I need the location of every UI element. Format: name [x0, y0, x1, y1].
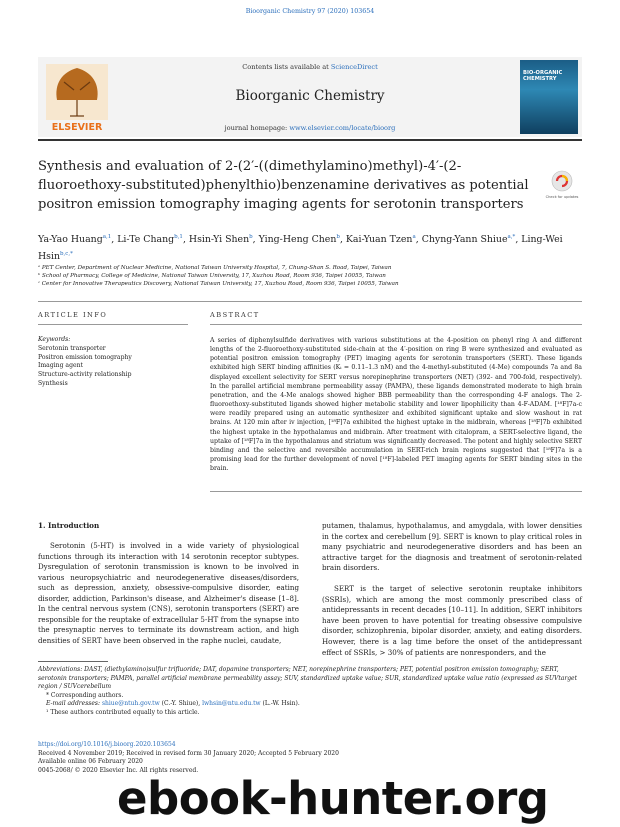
body-column-right	[322, 521, 582, 658]
footnotes	[38, 666, 582, 718]
affiliations	[38, 264, 598, 288]
footnote-rule	[38, 661, 108, 662]
watermark: ebook-hunter.org	[117, 772, 549, 825]
sciencedirect-link[interactable]: ScienceDirect	[330, 63, 378, 71]
contents-line: Contents lists available at ScienceDirect	[242, 63, 378, 71]
author-name: Hsin-Yi Shen	[188, 234, 250, 246]
abstract-heading: ABSTRACT	[210, 311, 260, 319]
copyright: 0045-2068/ © 2020 Elsevier Inc. All rights reserved.	[38, 766, 199, 774]
author-list: Ya-Yao Huang$^{a,1}$, Li-Te Chang$^{b,1}$, Hsin-Yi Shen$^b$, Ying-Heng Chen$^b$, Kai-Yuan Tzen$^a$, Chyng-Yann Shiue$^{a,*}$, Ling-Wei Hsin$^{b,c,*}$	[38, 234, 563, 263]
author-affiliation-mark[interactable]: a	[412, 234, 416, 240]
journal-homepage-link[interactable]: www.elsevier.com/locate/bioorg	[289, 124, 396, 132]
keyword-item: Imaging agent	[38, 362, 83, 370]
article-info-heading: ARTICLE INFO	[38, 311, 108, 319]
author-name: Ying-Heng Chen	[258, 234, 337, 246]
section-divider	[38, 301, 582, 302]
doi-link[interactable]: https://doi.org/10.1016/j.bioorg.2020.103654	[38, 741, 176, 748]
header-rule	[38, 139, 582, 141]
intro-paragraph-1: Serotonin (5-HT) is involved in a wide variety of physiological functions through its interaction with 14 serotonin receptor subtypes. Dysregulation of serotonin transmission is known to be involved in various neuropsychiatric and neurodegenerative diseases/disorders, such as depression, anxiety, obsessive-compulsive disorder, eating disorder, addiction, Parkinson's disease, and Alzheimer's disease [1–8]. In the central nervous system (CNS), serotonin transporters (SERT) are responsible for the reuptake of extracellular 5-HT from the synapse into the presynaptic nerves to terminate its downstream action, and high densities of SERT have been observed in the raphe nuclei, caudate,	[38, 541, 299, 645]
received-dates: Received 4 November 2019; Received in revised form 30 January 2020; Accepted 5 February 2020	[38, 749, 339, 757]
introduction-heading: 1. Introduction	[38, 521, 100, 530]
article-title: Synthesis and evaluation of 2-(2′-((dimethylamino)methyl)-4′-(2-fluoroethoxy-substituted)phenylthio)benzenamine derivatives as potential positron emission tomography imaging agents for serotonin transporters	[38, 159, 529, 212]
keyword-item: Serotonin transporter	[38, 344, 106, 352]
check-for-updates-badge[interactable]	[545, 170, 579, 204]
check-updates-label: Check for updates	[545, 195, 579, 199]
journal-cover-image	[520, 60, 578, 134]
email-note: E-mail addresses: shiue@ntuh.gov.tw (C.-Y. Shiue), lwhsin@ntu.edu.tw (L.-W. Hsin).	[46, 700, 300, 708]
abstract-bottom-rule	[210, 491, 582, 492]
author-affiliation-mark[interactable]: b	[336, 234, 340, 240]
author-name: Kai-Yuan Tzen	[345, 234, 413, 246]
email-link-hsin[interactable]: lwhsin@ntu.edu.tw	[202, 700, 261, 708]
abstract-text: A series of diphenylsulfide derivatives with various substitutions at the 4-position on phenyl ring A and different lengths of the 2-fluoroethoxy-substituted side-chain at the 4′-position on ring B were synthesized and evaluated as potential positron emission tomography (PET) imaging agents for serotonin transporters (SERT). These ligands exhibited high SERT binding affinities (Kᵢ = 0.11–1.3 nM) and the 4-methyl-substituted (4-Me) compounds 7a and 8a displayed excellent selectivity for SERT versus norepinephrine transporters (NET) (392- and 700-fold, respectively). In the parallel artificial membrane permeability assay (PAMPA), these ligands demonstrated moderate to high brain penetration, and the 4-Me analogs showed higher BBB permeability than the corresponding 4-F analogs. The 2-fluoroethoxy-substituted ligands showed higher metabolic stability and lower lipophilicity than 4-F-ADAM. [¹⁸F]7a-c were readily prepared using an automatic synthesizer and exhibited significant uptake and slow washout in rat brains. At 120 min after iv injection, [¹⁸F]7a exhibited the highest uptake in the midbrain, whereas [¹⁸F]7b exhibited the highest uptake in the hypothalamus and midbrain. After treatment with citalopram, a SERT-selective ligand, the uptake of [¹⁸F]7a in the hypothalamus and striatum was significantly decreased. The potent and highly selective SERT binding and the selective and reversible accumulation in SERT-rich brain regions suggested that [¹⁸F]7a is a promising lead for the further development of novel [¹⁸F]-labeled PET imaging agents for SERT binding sites in the brain.	[210, 337, 582, 473]
keywords-block	[38, 336, 188, 389]
intro-paragraph-2: SERT is the target of selective serotonin reuptake inhibitors (SSRIs), which are among the most commonly prescribed class of antidepressants in recent decades [10–11]. In addition, SERT inhibitors have been proven to have potential for treating obsessive compulsive disorder, schizophrenia, bipolar disorder, anxiety, and eating disorders. However, there is a lag time before the onset of the antidepressant effect of SSRIs, > 30% of patients are nonresponders, and the	[322, 584, 582, 657]
article-footer	[38, 741, 582, 775]
journal-reference[interactable]: Bioorganic Chemistry 97 (2020) 103654	[245, 8, 375, 15]
keywords-label: Keywords:	[38, 336, 71, 343]
affiliation-b: ᵇ School of Pharmacy, College of Medicine, National Taiwan University, 17, Xuzhou Road, Room 936, Taipei 10055, Taiwan	[38, 273, 386, 279]
affiliation-c: ᶜ Center for Innovative Therapeutics Discovery, National Taiwan University, 17, Xuzhou Road, Room 936, Taipei 10055, Taiwan	[38, 281, 399, 287]
cover-title: BIO-ORGANIC CHEMISTRY	[523, 70, 563, 82]
affiliation-a: ᵃ PET Center, Department of Nuclear Medicine, National Taiwan University Hospital, 7, Chung-Shan S. Road, Taipei, Taiwan	[38, 265, 392, 271]
elsevier-wordmark: ELSEVIER	[51, 122, 103, 133]
author-affiliation-mark[interactable]: b,1	[174, 234, 183, 240]
homepage-line: journal homepage: www.elsevier.com/locate/bioorg	[224, 124, 396, 132]
keyword-item: Structure-activity relationship	[38, 371, 132, 379]
author-name: Ling-Wei Hsin	[38, 234, 563, 263]
corresponding-note: * Corresponding authors.	[46, 691, 124, 699]
author-affiliation-mark[interactable]: a,1	[102, 234, 112, 240]
author-name: Li-Te Chang	[117, 234, 175, 246]
abbreviations-note: Abbreviations: DAST, (diethylamino)sulfur trifluoride; DAT, dopamine transporters; NET, norepinephrine transporters; PET, potential positron emission tomography; SERT, serotonin transporters; PAMPA, parallel artificial membrane permeability assay; SUV, standardized uptake value; SUR, standardized uptake value ratio (expressed as SUVtarget region / SUVcerebellum	[38, 666, 577, 691]
available-online: Available online 06 February 2020	[38, 758, 143, 766]
email-link-shiue[interactable]: shiue@ntuh.gov.tw	[101, 700, 160, 708]
author-name: Chyng-Yann Shiue	[421, 234, 508, 246]
keyword-item: Synthesis	[38, 379, 68, 387]
author-name: Ya-Yao Huang	[38, 234, 103, 246]
journal-name: Bioorganic Chemistry	[235, 88, 385, 104]
article-info-rule	[38, 324, 188, 325]
keyword-item: Positron emission tomography	[38, 353, 132, 361]
abstract-rule	[210, 324, 582, 325]
equal-contribution-note: ¹ These authors contributed equally to this article.	[46, 708, 200, 716]
body-column-left	[38, 541, 299, 646]
author-affiliation-mark[interactable]: b	[249, 234, 253, 240]
author-affiliation-mark[interactable]: a,*	[507, 234, 516, 240]
author-affiliation-mark[interactable]: b,c,*	[60, 251, 73, 258]
intro-paragraph-1-cont: putamen, thalamus, hypothalamus, and amygdala, with lower densities in the cortex and cerebellum [9]. SERT is known to play critical roles in many psychiatric and neurodegenerative disorders and has been an attractive target for the diagnosis and treatment of serotonin-related brain disorders.	[322, 521, 582, 573]
